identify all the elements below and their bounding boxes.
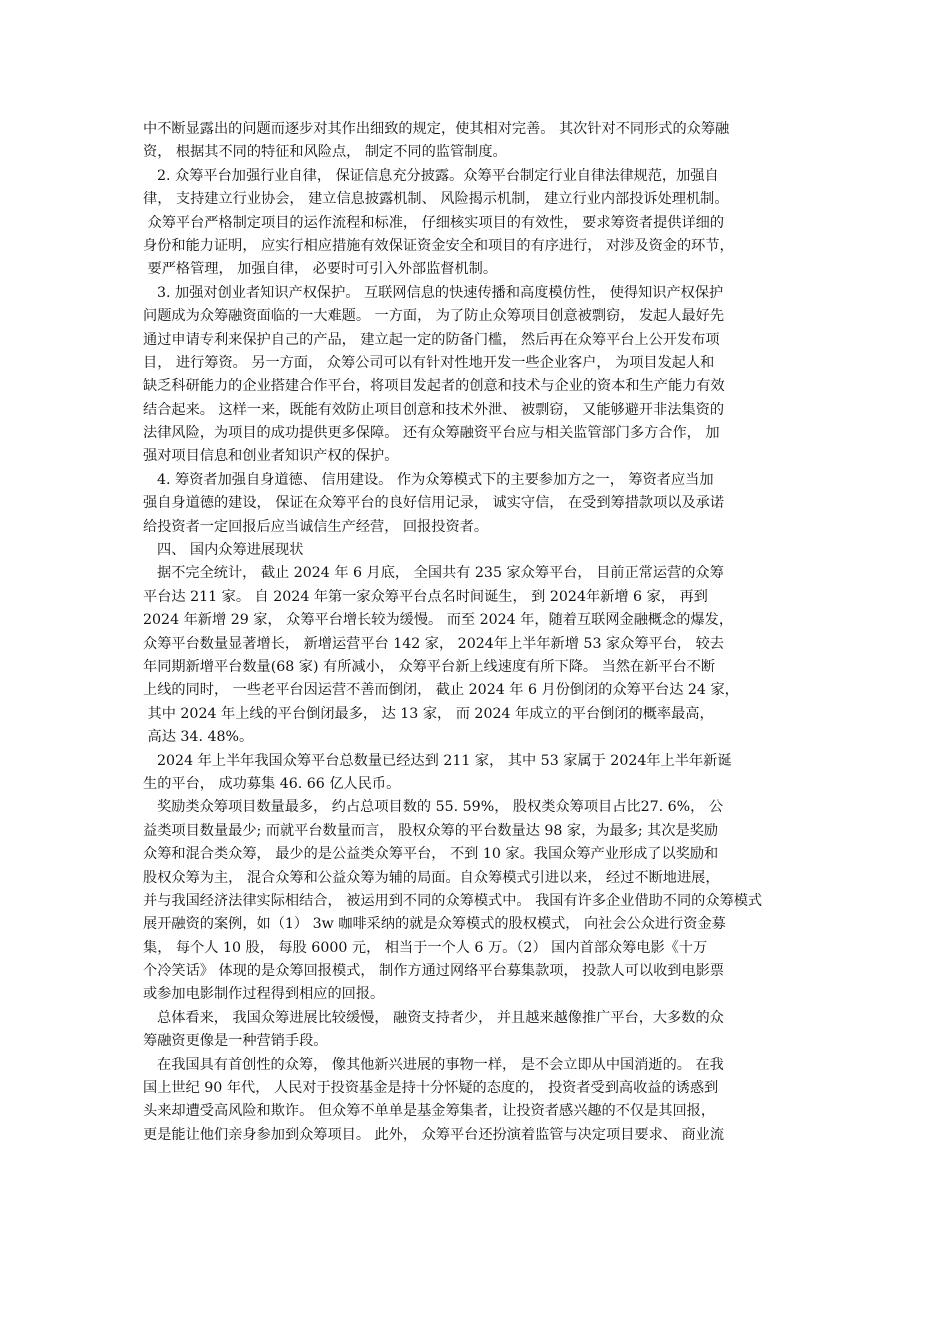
text-line: 总体看来， 我国众筹进展比较缓慢， 融资支持者少， 并且越来越像推广平台，大多数的众 — [157, 1009, 724, 1026]
text-line: 2024 年上半年我国众筹平台总数量已经达到 211 家， 其中 53 家属于 2024年上半年新诞 — [157, 752, 732, 769]
text-line: 法律风险，为项目的成功提供更多保障。 还有众筹融资平台应与相关监管部门多方合作， 加 — [143, 425, 720, 442]
text-line: 筹融资更像是一种营销手段。 — [143, 1033, 328, 1050]
text-line: 头来却遭受高风险和欺诈。 但众筹不单单是基金筹集者，让投资者感兴趣的不仅是其回报， — [143, 1103, 716, 1120]
text-line: 给投资者一定回报后应当诚信生产经营， 回报投资者。 — [143, 518, 489, 535]
text-line: 平台达 211 家。 自 2024 年第一家众筹平台点名时间诞生， 到 2024年新增 6 家， 再到 — [143, 588, 708, 605]
text-line: 股权众筹为主， 混合众筹和公益众筹为辅的局面。自众筹模式引进以来， 经过不断地进展， — [143, 869, 720, 886]
text-line: 益类项目数量最少; 而就平台数量而言， 股权众筹的平台数量达 98 家，为最多; 其次是奖励 — [143, 822, 719, 839]
paragraph — [143, 469, 813, 539]
paragraph — [143, 1007, 813, 1054]
text-line: 并与我国经济法律实际相结合， 被运用到不同的众筹模式中。 我国有许多企业借助不同的众筹模式 — [143, 892, 763, 909]
text-line: 奖励类众筹项目数量最多， 约占总项目数的 55. 59%， 股权类众筹项目占比27. 6%， 公 — [157, 799, 724, 816]
text-line: 中不断显露出的问题而逐步对其作出细致的规定，使其相对完善。 其次针对不同形式的众筹融 — [143, 121, 730, 137]
text-line: 2024 年新增 29 家， 众筹平台增长较为缓慢。 而至 2024 年，随着互联网金融概念的爆发， — [143, 612, 734, 629]
text-line: 四、 国内众筹进展现状 — [157, 542, 304, 559]
paragraph — [143, 796, 813, 1007]
text-line: 4. 筹资者加强自身道德、 信用建设。 作为众筹模式下的主要参加方之一， 筹资者应当加 — [157, 471, 714, 488]
text-line: 众筹平台严格制定项目的运作流程和标准， 仔细核实项目的有效性， 要求筹资者提供详细的 — [143, 214, 725, 231]
text-line: 缺乏科研能力的企业搭建合作平台，将项目发起者的创意和技术与企业的资本和生产能力有效 — [143, 378, 725, 395]
text-line: 个冷笑话》 体现的是众筹回报模式， 制作方通过网络平台募集款项， 投款人可以收到电影票 — [143, 963, 725, 980]
paragraph — [143, 118, 813, 165]
text-line: 众筹和混合类众筹， 最少的是公益类众筹平台， 不到 10 家。我国众筹产业形成了以奖励和 — [143, 846, 719, 863]
text-line: 2. 众筹平台加强行业自律， 保证信息充分披露。众筹平台制定行业自律法律规范，加强自 — [157, 167, 719, 184]
paragraph — [143, 282, 813, 469]
paragraph — [143, 539, 813, 562]
text-line: 要严格管理， 加强自律， 必要时可引入外部监督机制。 — [143, 261, 498, 278]
text-line: 在我国具有首创性的众筹， 像其他新兴进展的事物一样， 是不会立即从中国消逝的。 在我 — [157, 1056, 724, 1073]
text-line: 资， 根据其不同的特征和风险点， 制定不同的监管制度。 — [143, 144, 507, 161]
paragraph — [143, 562, 813, 749]
text-line: 更是能让他们亲身参加到众筹项目。 此外， 众筹平台还扮演着监管与决定项目要求、 商业流 — [143, 1126, 725, 1143]
text-line: 展开融资的案例，如（1） 3w 咖啡采纳的就是众筹模式的股权模式， 向社会公众进行资金募 — [143, 916, 726, 933]
text-line: 通过申请专利来保护自己的产品， 建立起一定的防备门槛， 然后再在众筹平台上公开发布项 — [143, 331, 720, 348]
paragraph — [143, 750, 813, 797]
text-line: 国上世纪 90 年代， 人民对于投资基金是持十分怀疑的态度的， 投资者受到高收益的诱惑到 — [143, 1080, 719, 1097]
text-line: 3. 加强对创业者知识产权保护。 互联网信息的快速传播和高度模仿性， 使得知识产权保护 — [157, 284, 724, 301]
text-line: 强自身道德的建设， 保证在众筹平台的良好信用记录， 诚实守信， 在受到筹措款项以及承诺 — [143, 495, 725, 512]
text-line: 年同期新增平台数量(68 家) 有所减小， 众筹平台新上线速度有所下降。 当然在新平台不断 — [143, 658, 716, 675]
paragraph — [143, 1054, 813, 1148]
text-line: 身份和能力证明， 应实行相应措施有效保证资金安全和项目的有序进行， 对涉及资金的环节， — [143, 237, 734, 254]
text-line: 高达 34. 48%。 — [143, 729, 254, 746]
text-line: 强对项目信息和创业者知识产权的保护。 — [143, 448, 399, 465]
text-line: 律， 支持建立行业协会， 建立信息披露机制、 风险揭示机制， 建立行业内部投诉处理机制。 — [143, 191, 729, 208]
text-line: 生的平台， 成功募集 46. 66 亿人民币。 — [143, 775, 401, 792]
text-line: 其中 2024 年上线的平台倒闭最多， 达 13 家， 而 2024 年成立的平台倒闭的概率最高， — [143, 705, 714, 722]
text-line: 据不完全统计， 截止 2024 年 6 月底， 全国共有 235 家众筹平台， 目前正常运营的众筹 — [157, 565, 724, 582]
text-line: 目， 进行筹资。 另一方面， 众筹公司可以有针对性地开发一些企业客户， 为项目发起人和 — [143, 354, 715, 371]
text-line: 集， 每个人 10 股， 每股 6000 元， 相当于一个人 6 万。（2） 国内首部众筹电影《十万 — [143, 939, 708, 956]
document-page — [143, 118, 813, 1147]
text-line: 问题成为众筹融资面临的一大难题。 一方面， 为了防止众筹项目创意被剽窃， 发起人最好先 — [143, 308, 725, 325]
text-line: 众筹平台数量显著增长， 新增运营平台 142 家， 2024年上半年新增 53 家众筹平台， 较去 — [143, 635, 724, 652]
text-line: 上线的同时， 一些老平台因运营不善而倒闭， 截止 2024 年 6 月份倒闭的众筹平台达 24 家， — [143, 682, 739, 699]
text-line: 结合起来。 这样一来，既能有效防止项目创意和技术外泄、 被剽窃， 又能够避开非法集资的 — [143, 401, 725, 418]
paragraph — [143, 165, 813, 282]
text-line: 或参加电影制作过程得到相应的回报。 — [143, 986, 385, 1003]
